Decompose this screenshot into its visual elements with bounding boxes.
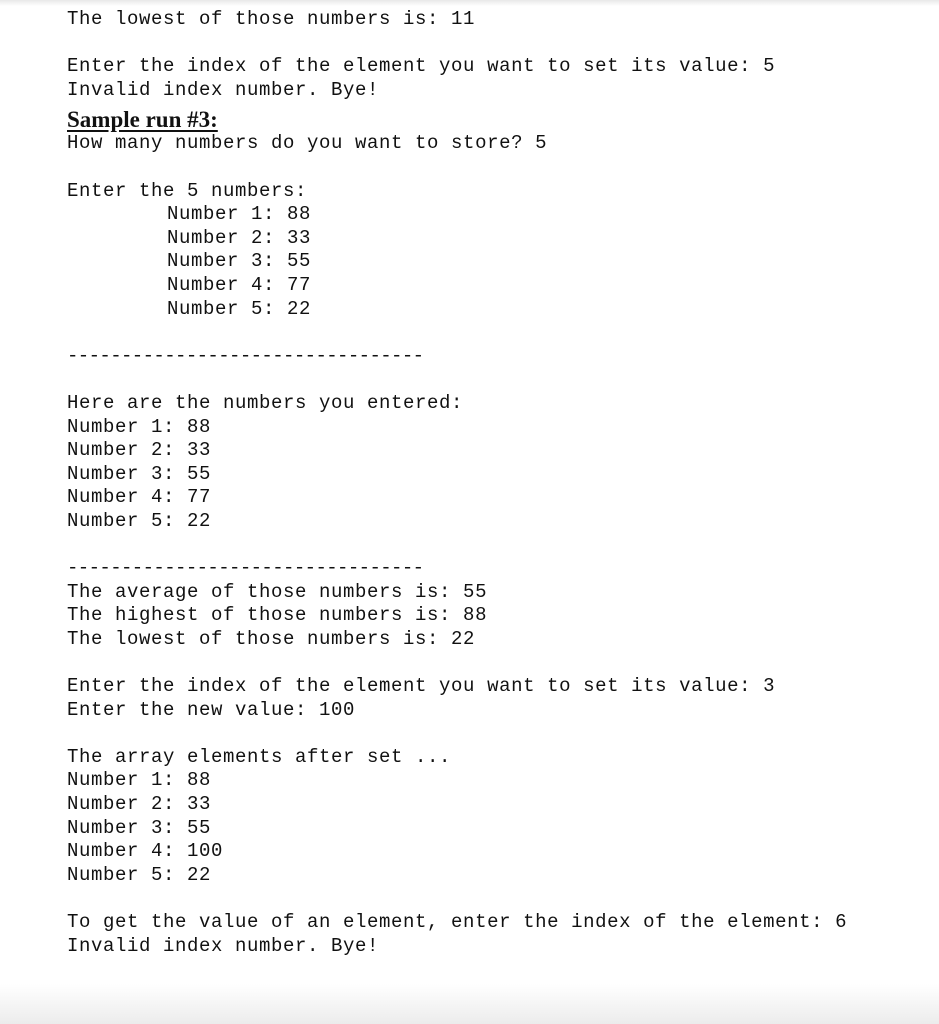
entered-number-line: Number 4: 77 <box>67 486 212 509</box>
after-number-line: Number 4: 100 <box>67 840 224 863</box>
output-line: Invalid index number. Bye! <box>67 934 380 957</box>
output-line: Enter the index of the element you want to set its value: 3 <box>67 675 776 698</box>
output-line: Invalid index number. Bye! <box>67 78 380 101</box>
average-line: The average of those numbers is: 55 <box>67 580 488 603</box>
input-number-line: Number 3: 55 <box>167 250 312 273</box>
output-line: How many numbers do you want to store? 5 <box>67 132 548 155</box>
output-line: Here are the numbers you entered: <box>67 391 464 414</box>
output-line: Enter the new value: 100 <box>67 698 356 721</box>
entered-number-line: Number 2: 33 <box>67 439 212 462</box>
after-number-line: Number 3: 55 <box>67 816 212 839</box>
input-number-line: Number 1: 88 <box>167 203 312 226</box>
separator-line: --------------------------------- <box>67 344 424 367</box>
lowest-line: The lowest of those numbers is: 22 <box>67 627 476 650</box>
output-line: Enter the index of the element you want to set its value: 5 <box>67 55 776 78</box>
entered-number-line: Number 5: 22 <box>67 509 212 532</box>
highest-line: The highest of those numbers is: 88 <box>67 604 488 627</box>
output-line: To get the value of an element, enter the index of the element: 6 <box>67 910 848 933</box>
after-number-line: Number 5: 22 <box>67 863 212 886</box>
input-number-line: Number 5: 22 <box>167 297 312 320</box>
entered-number-line: Number 1: 88 <box>67 415 212 438</box>
bottom-shadow <box>0 984 939 1024</box>
output-line: The array elements after set ... <box>67 745 452 768</box>
output-line: The lowest of those numbers is: 11 <box>67 8 476 30</box>
top-shadow <box>0 0 939 6</box>
input-number-line: Number 4: 77 <box>167 273 312 296</box>
separator-line: --------------------------------- <box>67 557 424 580</box>
after-number-line: Number 1: 88 <box>67 769 212 792</box>
output-line: Enter the 5 numbers: <box>67 179 308 202</box>
document-body <box>67 8 927 958</box>
after-number-line: Number 2: 33 <box>67 793 212 815</box>
section-heading: Sample run #3: <box>67 107 218 133</box>
entered-number-line: Number 3: 55 <box>67 462 212 485</box>
input-number-line: Number 2: 33 <box>167 226 312 249</box>
